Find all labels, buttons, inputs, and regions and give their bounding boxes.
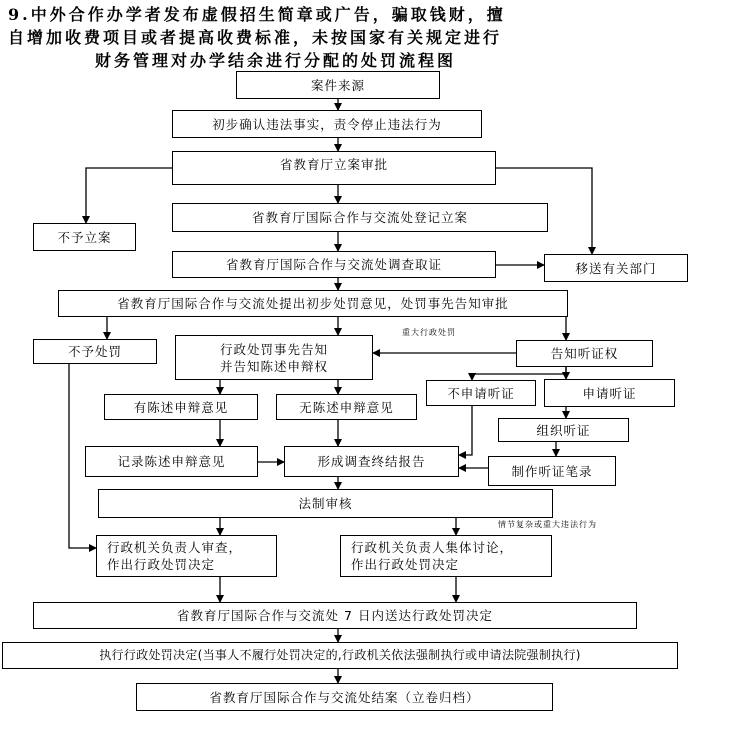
node-collective-line-1: 行政机关负责人集体讨论， [351, 540, 514, 555]
node-case-source: 案件来源 [236, 71, 440, 99]
node-hearing-notice: 告知听证权 [516, 340, 653, 367]
title-line-1: 9.中外合作办学者发布虚假招生简章或广告，骗取钱财，擅 [8, 5, 506, 24]
node-hearing-apply: 申请听证 [544, 379, 675, 407]
node-prior-notice-line-2: 并告知陈述申辩权 [219, 358, 328, 374]
node-collective-discussion [340, 535, 552, 577]
node-prior-notice-line-1: 行政处罚事先告知 [219, 341, 328, 357]
arrow-approval-to-not-filed [86, 168, 172, 223]
node-record-statement: 记录陈述申辩意见 [85, 446, 258, 477]
node-approval: 省教育厅立案审批 [172, 151, 496, 185]
node-head-review-line-2: 作出行政处罚决定 [107, 557, 216, 572]
arrow-no-apply-to-report [459, 406, 472, 455]
node-preliminary-opinion: 省教育厅国际合作与交流处提出初步处罚意见，处罚事先告知审批 [58, 290, 568, 317]
node-final-report: 形成调查终结报告 [284, 446, 459, 477]
title-line-2: 自增加收费项目或者提高收费标准，未按国家有关规定进行 [8, 28, 503, 47]
label-complex-case: 情节复杂或重大违法行为 [498, 520, 597, 529]
node-collective-line-2: 作出行政处罚决定 [351, 557, 460, 572]
node-preliminary-confirm: 初步确认违法事实，责令停止违法行为 [172, 110, 482, 138]
node-legal-review: 法制审核 [98, 489, 553, 518]
node-head-review [96, 535, 277, 577]
node-head-review-line-1: 行政机关负责人审查， [107, 540, 243, 555]
node-deliver-decision: 省教育厅国际合作与交流处 7 日内送达行政处罚决定 [33, 602, 637, 629]
label-major-penalty: 重大行政处罚 [402, 328, 456, 337]
node-no-penalty: 不予处罚 [33, 339, 157, 364]
node-not-filed: 不予立案 [33, 223, 136, 251]
node-investigate: 省教育厅国际合作与交流处调查取证 [172, 251, 496, 278]
node-hearing-record: 制作听证笔录 [488, 456, 616, 486]
node-no-statement: 无陈述申辩意见 [276, 394, 417, 420]
node-no-hearing-apply: 不申请听证 [426, 380, 536, 406]
node-transfer: 移送有关部门 [544, 254, 688, 282]
node-organize-hearing: 组织听证 [498, 418, 629, 442]
node-execute-decision: 执行行政处罚决定(当事人不履行处罚决定的,行政机关依法强制执行或申请法院强制执行) [2, 642, 678, 669]
title-line-3: 财务管理对办学结余进行分配的处罚流程图 [95, 51, 457, 70]
node-prior-notice [175, 335, 373, 380]
node-register: 省教育厅国际合作与交流处登记立案 [172, 203, 548, 232]
node-close-case: 省教育厅国际合作与交流处结案（立卷归档） [136, 683, 553, 711]
node-has-statement: 有陈述申辩意见 [104, 394, 258, 420]
